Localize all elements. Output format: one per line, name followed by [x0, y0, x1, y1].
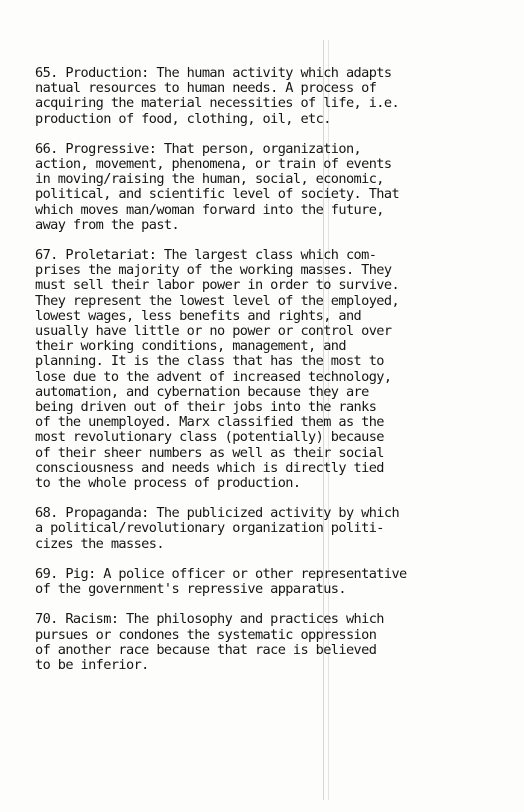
entry-line: in moving/raising the human, social, economic, — [35, 171, 384, 188]
entry-line: to the whole process of production. — [35, 475, 301, 492]
entry-line: consciousness and needs which is directly tied — [35, 459, 384, 476]
entry-line: They represent the lowest level of the employed, — [35, 292, 400, 309]
glossary-entry-66 — [35, 142, 505, 233]
entry-line: of the unemployed. Marx classified them as the — [35, 414, 384, 431]
entry-line: of another race because that race is believed — [35, 641, 377, 658]
entry-line: of the government's repressive apparatus. — [35, 581, 346, 598]
entry-line: prises the majority of the working masses. They — [35, 262, 392, 279]
entry-line: 66. Progressive: That person, organization, — [35, 140, 362, 157]
entry-line: a political/revolutionary organization politi- — [35, 520, 384, 537]
glossary-entry-70 — [35, 612, 505, 673]
entry-line: acquiring the material necessities of life, i.e. — [35, 95, 400, 112]
entry-line: away from the past. — [35, 216, 180, 233]
entry-line: usually have little or no power or control over — [35, 323, 392, 340]
entry-line: 67. Proletariat: The largest class which com- — [35, 247, 377, 264]
entry-line: cizes the masses. — [35, 535, 164, 552]
entry-line: 65. Production: The human activity which adapts — [35, 65, 392, 81]
entry-line: political, and scientific level of society. That — [35, 186, 400, 203]
entry-line: 69. Pig: A police officer or other representative — [35, 565, 407, 582]
entry-line: 70. Racism: The philosophy and practices which — [35, 611, 384, 628]
entry-line: pursues or condones the systematic oppression — [35, 626, 377, 643]
entry-line: lowest wages, less benefits and rights, and — [35, 307, 362, 324]
entry-line: being driven out of their jobs into the ranks — [35, 399, 377, 416]
entry-line: production of food, clothing, oil, etc. — [35, 110, 331, 127]
entry-line: their working conditions, management, and — [35, 338, 346, 355]
entry-line: planning. It is the class that has the most to — [35, 353, 384, 370]
entry-line: lose due to the advent of increased technology, — [35, 368, 392, 385]
entry-line: must sell their labor power in order to survive. — [35, 277, 400, 294]
entry-line: which moves man/woman forward into the future, — [35, 201, 384, 218]
entry-line: 68. Propaganda: The publicized activity by which — [35, 505, 400, 522]
entry-line: action, movement, phenomena, or train of events — [35, 156, 392, 173]
entry-line: of their sheer numbers as well as their social — [35, 444, 384, 461]
entry-line: most revolutionary class (potentially) because — [35, 429, 384, 446]
entry-line: automation, and cybernation because they are — [35, 383, 369, 400]
glossary-entry-68 — [35, 506, 505, 552]
entry-line: to be inferior. — [35, 656, 149, 673]
glossary-entry-65 — [35, 66, 505, 127]
glossary-entry-69 — [35, 567, 505, 597]
glossary-entries — [35, 66, 505, 688]
glossary-entry-67 — [35, 248, 505, 491]
entry-line: natual resources to human needs. A process of — [35, 80, 377, 97]
